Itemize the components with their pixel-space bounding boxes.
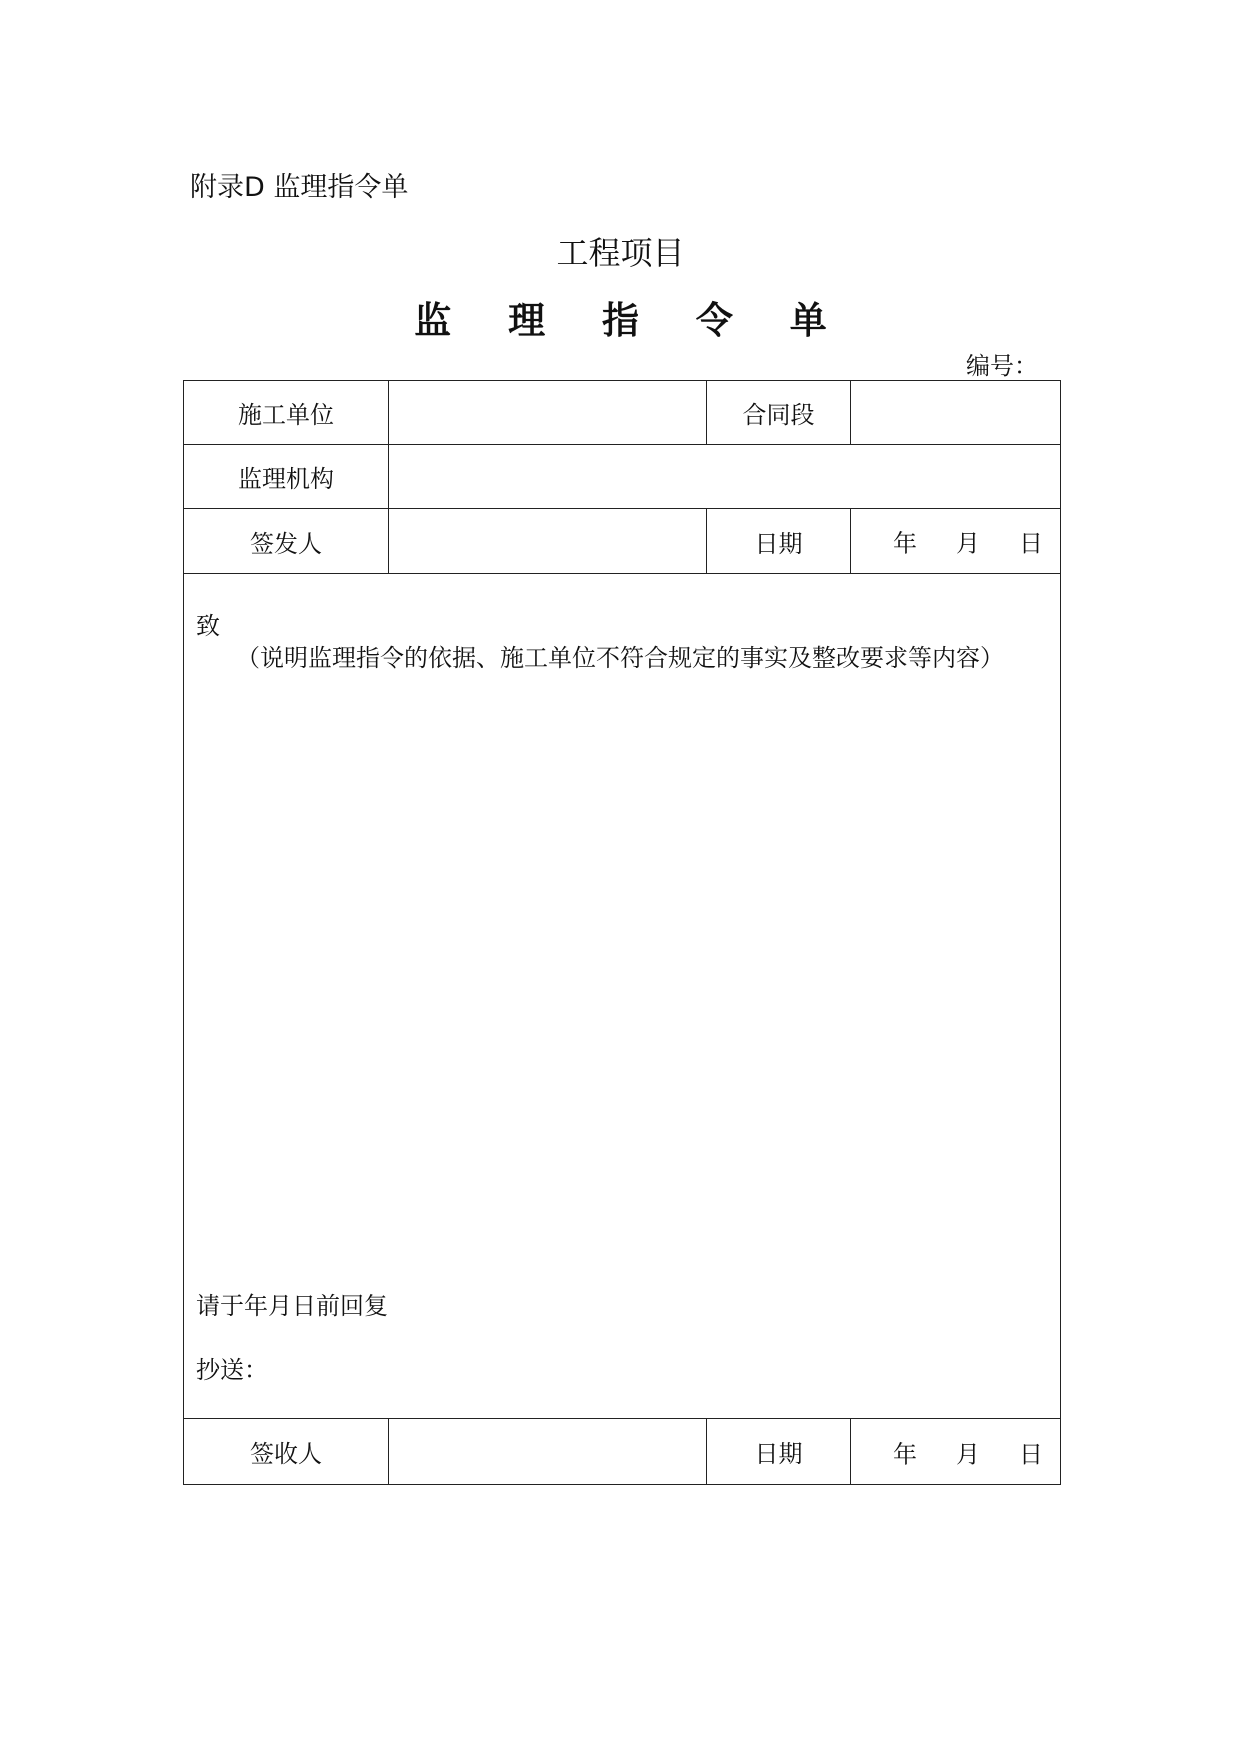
table-row (184, 445, 1061, 509)
receive-date-field[interactable] (851, 1419, 1061, 1485)
contractor-label: 施工单位 (184, 381, 389, 445)
reply-deadline-text: 请于年月日前回复 (196, 1292, 388, 1320)
issuer-label: 签发人 (184, 509, 389, 574)
table-row (184, 509, 1061, 574)
month-label: 月 (956, 529, 980, 558)
serial-number-label: 编号： (966, 352, 1038, 380)
issuer-field[interactable] (389, 509, 707, 574)
instruction-form-table (183, 380, 1061, 1485)
day-label: 日 (1019, 1440, 1043, 1468)
supervisor-field[interactable] (389, 445, 1061, 509)
day-label: 日 (1019, 529, 1043, 558)
year-label: 年 (893, 529, 917, 558)
addressee-label: 致 (196, 612, 220, 640)
receive-date-label: 日期 (707, 1419, 851, 1485)
contract-section-field[interactable] (851, 381, 1061, 445)
supervisor-label: 监理机构 (184, 445, 389, 509)
receiver-field[interactable] (389, 1419, 707, 1485)
receiver-label: 签收人 (184, 1419, 389, 1485)
table-row (184, 381, 1061, 445)
content-hint: （说明监理指令的依据、施工单位不符合规定的事实及整改要求等内容） (236, 644, 1004, 672)
issue-date-field[interactable] (851, 509, 1061, 574)
cc-label: 抄送： (196, 1356, 268, 1384)
contractor-field[interactable] (389, 381, 707, 445)
contract-section-label: 合同段 (707, 381, 851, 445)
year-label: 年 (893, 1440, 917, 1468)
table-row (184, 1419, 1061, 1485)
month-label: 月 (956, 1440, 980, 1468)
instruction-content-area[interactable] (184, 574, 1061, 1419)
project-title: 工程项目 (556, 234, 685, 272)
table-row (184, 574, 1061, 1419)
appendix-heading: 附录D 监理指令单 (190, 172, 409, 203)
form-title: 监 理 指 令 单 (414, 299, 849, 342)
issue-date-label: 日期 (707, 509, 851, 574)
